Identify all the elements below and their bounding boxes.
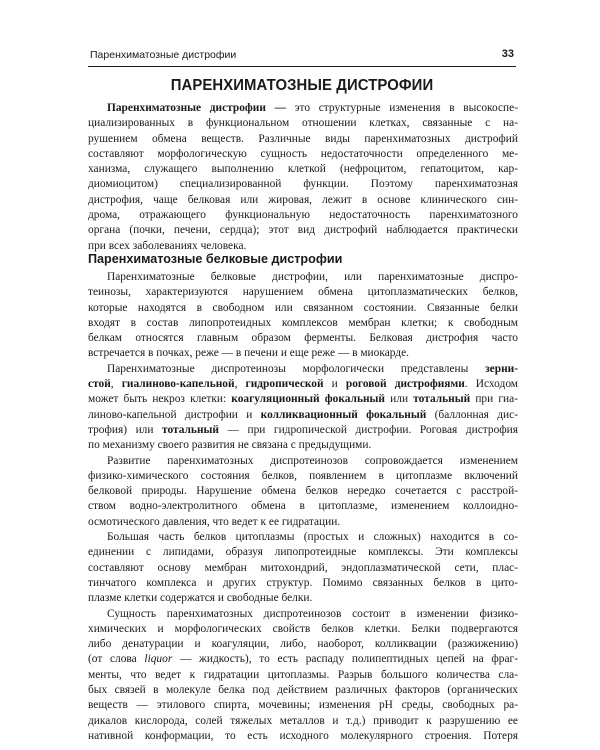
text-line: дикалов кислорода, солей тяжелых металлов и т.д.) приводит к разрушению ее — [88, 714, 518, 727]
text-line — [88, 392, 518, 407]
text-run: , — [110, 378, 122, 391]
page-number: 33 — [501, 48, 514, 60]
running-header — [88, 44, 516, 67]
text-line: Большая часть белков цитоплазмы (простых и сложных) находится в со- — [107, 531, 518, 544]
text-line: органа (почки, печени, сердца); этот вид дистрофий наблюдается практически — [88, 224, 518, 237]
text-run: , — [234, 378, 246, 391]
text-line: которые находятся в свободном или связанном состоянии. Связанные белки — [88, 301, 518, 314]
text-run: . Исходом — [464, 378, 518, 391]
text-line: по механизму своего развития не связана с предыдущими. — [88, 439, 372, 452]
intro-paragraph — [88, 101, 518, 254]
text-line: дрома, отражающего функциональную недостаточность паренхиматозного — [88, 209, 518, 222]
text-line: циализированных в функциональном отношении клетках, связанные с на- — [88, 117, 518, 130]
term-bold: гиалиново-капельной — [121, 378, 235, 391]
term-bold: зерни- — [485, 362, 518, 375]
term-bold: тотальный — [162, 423, 219, 436]
text-run: (от слова — [88, 653, 145, 666]
text-run: — при гидропической дистрофии. Роговая дистрофия — [218, 423, 518, 436]
text-run: при гиа- — [470, 393, 518, 406]
text-line: при всех заболеваниях человека. — [88, 239, 247, 252]
text-line — [88, 362, 518, 377]
text-run: (баллонная дис- — [426, 408, 518, 421]
text-run: — жидкость), то есть распаду полипептидных цепей на фраг- — [172, 653, 518, 666]
text-line: входят в состав липопротеидных комплексов мембран клетки; к свободным — [88, 316, 518, 329]
text-run: может быть некроз клетки: — [88, 393, 232, 406]
text-line: Сущность паренхиматозных диспротеинозов состоит в изменении физико- — [107, 607, 518, 620]
text-line: белкам относятся главным образом ферменты. Белковая дистрофия часто — [88, 332, 518, 345]
text-line: составляют морфологическую сущность недостаточности определенного ме- — [88, 147, 518, 160]
text-line: тинчатого комплекса и других структур. Помимо связанных белков в цито- — [88, 576, 518, 589]
term-bold: колликвационный фокальный — [260, 408, 427, 421]
text-line — [88, 408, 518, 423]
text-run: и — [323, 378, 346, 391]
section-body — [88, 270, 518, 744]
text-line: ством водно-электролитного обмена в цитоплазме, изменением коллоидно- — [88, 500, 518, 513]
term-bold: роговой дистрофиями — [345, 378, 465, 391]
text-line — [88, 652, 518, 667]
text-run: или — [385, 393, 414, 406]
text-run: линово-капельной дистрофии и — [88, 408, 261, 421]
text-line: рушением обмена веществ. Различные виды паренхиматозных дистрофий — [88, 132, 518, 145]
chapter-title: ПАРЕНХИМАТОЗНЫЕ ДИСТРОФИИ — [170, 77, 434, 94]
text-line: либо денатурации и коагуляции, либо, наоборот, колликвации (разжижению) — [88, 638, 518, 651]
text-line: Паренхиматозные белковые дистрофии, или паренхиматозные диспро- — [107, 271, 518, 283]
text-line: бых связей в молекуле белка под действием различных факторов (органических — [88, 684, 518, 697]
text-line: встречается в почках, реже — в печени и еще реже — в миокарде. — [88, 347, 410, 360]
section-heading: Паренхиматозные белковые дистрофии — [88, 252, 343, 266]
text-line: менты, что ведет к гидратации цитоплазмы. Разрыв большого количества сла- — [88, 668, 518, 681]
text-run: это структурные изменения в высокоспе- — [285, 102, 518, 114]
text-line: единении с липидами, образуя липопротеидные комплексы. Эти комплексы — [88, 546, 518, 559]
text-line: нативной конформации, то есть исходного молекулярного строения. Потеря — [88, 729, 518, 742]
term-bold: Паренхиматозные дистрофии — — [107, 102, 286, 114]
text-line: диомиоцитом) специализированной функции. Поэтому паренхиматозная — [88, 178, 518, 191]
text-line: плазме клетки содержатся и свободные белки. — [88, 592, 313, 605]
term-bold: коагуляционный фокальный — [231, 393, 385, 406]
latin-term-italic: liquor — [144, 653, 173, 666]
text-line — [88, 101, 518, 116]
text-line — [88, 377, 518, 392]
term-bold: гидропической — [245, 378, 324, 391]
term-bold: тотальный — [413, 393, 471, 406]
running-title: Паренхиматозные дистрофии — [90, 49, 237, 61]
text-line: химических и морфологических свойств белков клетки. Белки подвергаются — [88, 622, 518, 635]
text-line: теинозы, характеризуются нарушением обмена цитоплазматических белков, — [88, 286, 518, 299]
text-line: дистрофия, чаще белковая или жировая, лежит в основе клинического син- — [88, 193, 518, 206]
text-line: осмотического давления, что ведет к ее гидратации. — [88, 515, 341, 528]
text-line: составляют основу мембран митохондрий, эндоплазматической сети, плас- — [88, 561, 518, 574]
text-line: ханизма, служащего выполнению клеткой (нефроцитом, гепатоцитом, кар- — [88, 163, 518, 176]
text-line — [88, 423, 518, 438]
text-line: физико-химического состояния белков, появлением в цитоплазме включений — [88, 469, 518, 482]
text-run: Паренхиматозные диспротеинозы морфологически представлены — [107, 362, 486, 375]
text-line: белковой природы. Нарушение обмена белков нередко сочетается с расстрой- — [88, 485, 518, 498]
text-line: Развитие паренхиматозных диспротеинозов сопровождается изменением — [107, 454, 518, 467]
text-line: веществ — этилового спирта, мочевины; изменения pH среды, свободных ра- — [88, 699, 518, 712]
term-bold: стой — [88, 378, 111, 391]
text-run: трофия) или — [88, 423, 163, 436]
